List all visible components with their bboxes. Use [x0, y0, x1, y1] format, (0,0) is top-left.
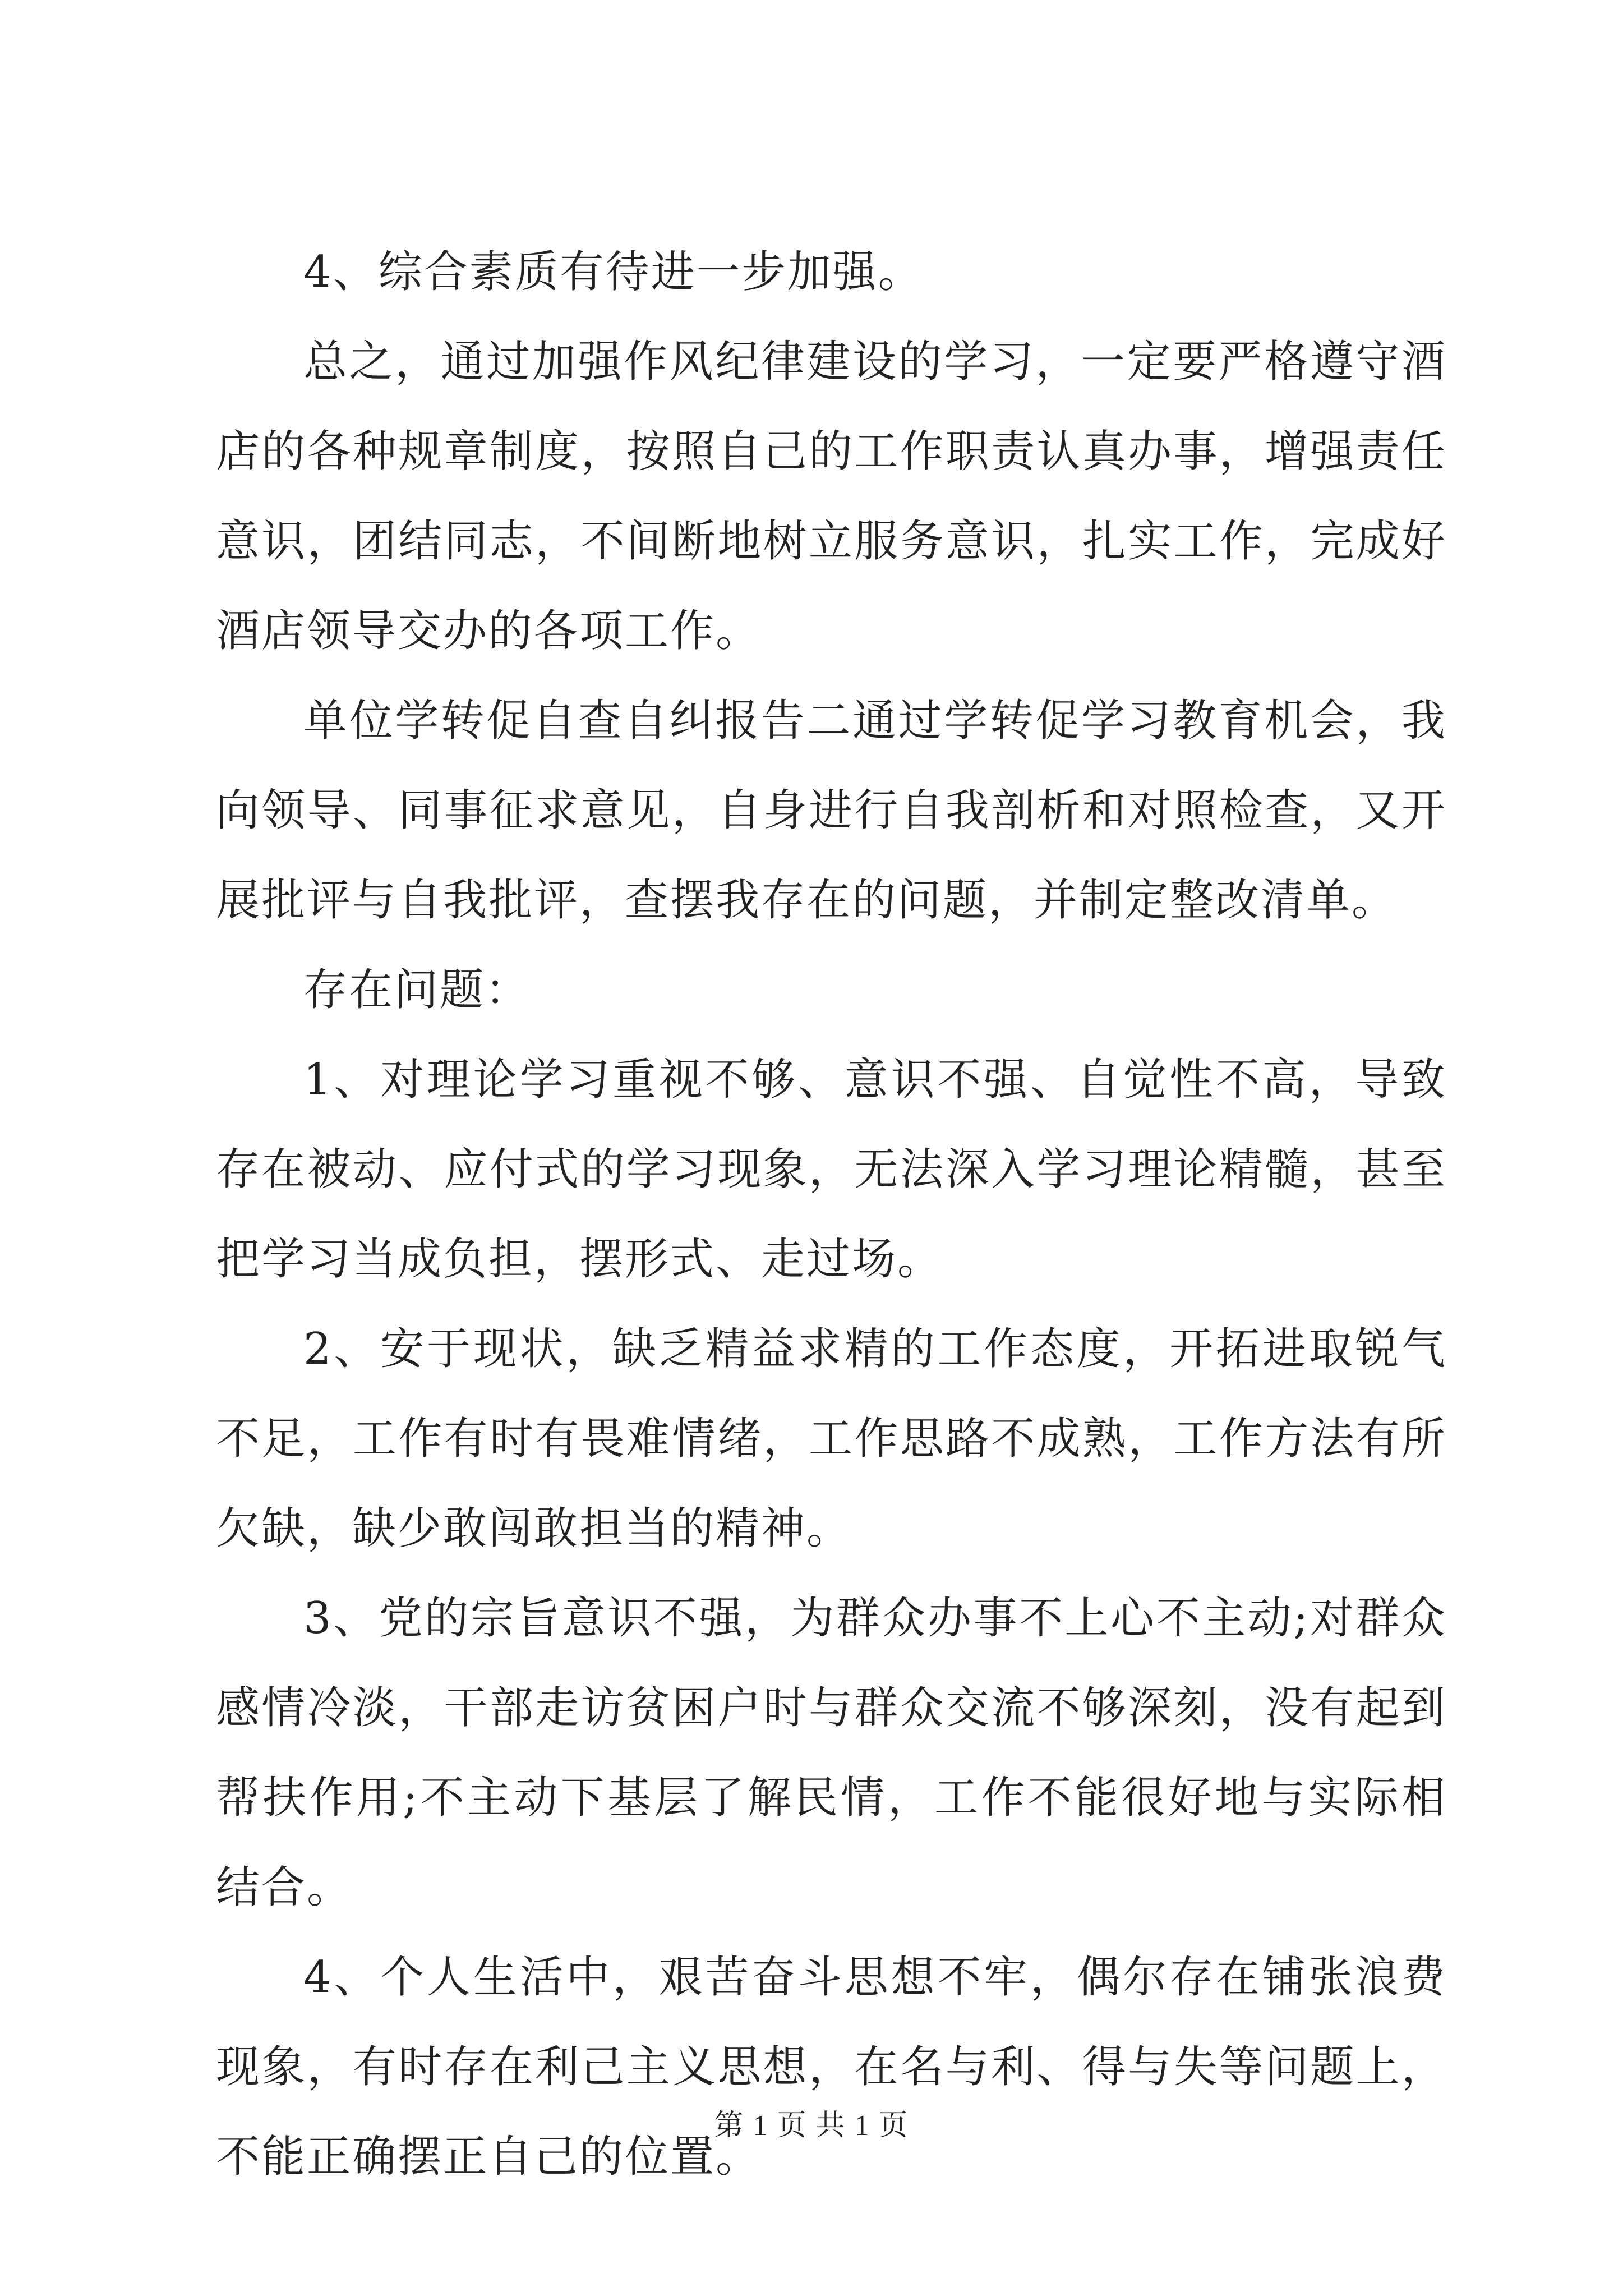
paragraph-summary: 总之，通过加强作风纪律建设的学习，一定要严格遵守酒店的各种规章制度，按照自己的工作职责认真办事，增强责任意识，团结同志，不间断地树立服务意识，扎实工作，完成好酒店领导交办的各项工作。 — [216, 337, 1447, 656]
paragraph-problem-1: 1、对理论学习重视不够、意识不强、自觉性不高，导致存在被动、应付式的学习现象，无法深入学习理论精髓，甚至把学习当成负担，摆形式、走过场。 — [216, 1055, 1447, 1285]
page-footer: 第 1 页 共 1 页 — [714, 2110, 909, 2142]
document-body — [216, 227, 1447, 2202]
paragraph-problems-heading: 存在问题： — [303, 965, 531, 1015]
paragraph-problem-4: 4、个人生活中，艰苦奋斗思想不牢，偶尔存在铺张浪费现象，有时存在利己主义思想，在名与利、得与失等问题上，不能正确摆正自己的位置。 — [216, 1952, 1447, 2182]
paragraph-problem-3: 3、党的宗旨意识不强，为群众办事不上心不主动;对群众感情冷淡，干部走访贫困户时与群众交流不够深刻，没有起到帮扶作用;不主动下基层了解民情，工作不能很好地与实际相结合。 — [216, 1593, 1447, 1913]
paragraph-item-4-quality: 4、综合素质有待进一步加强。 — [303, 247, 924, 297]
paragraph-problem-2: 2、安于现状，缺乏精益求精的工作态度，开拓进取锐气不足，工作有时有畏难情绪，工作思路不成熟，工作方法有所欠缺，缺少敢闯敢担当的精神。 — [216, 1324, 1447, 1554]
paragraph-report-two-intro: 单位学转促自查自纠报告二通过学转促学习教育机会，我向领导、同事征求意见，自身进行自我剖析和对照检查，又开展批评与自我批评，查摆我存在的问题，并制定整改清单。 — [216, 696, 1447, 926]
